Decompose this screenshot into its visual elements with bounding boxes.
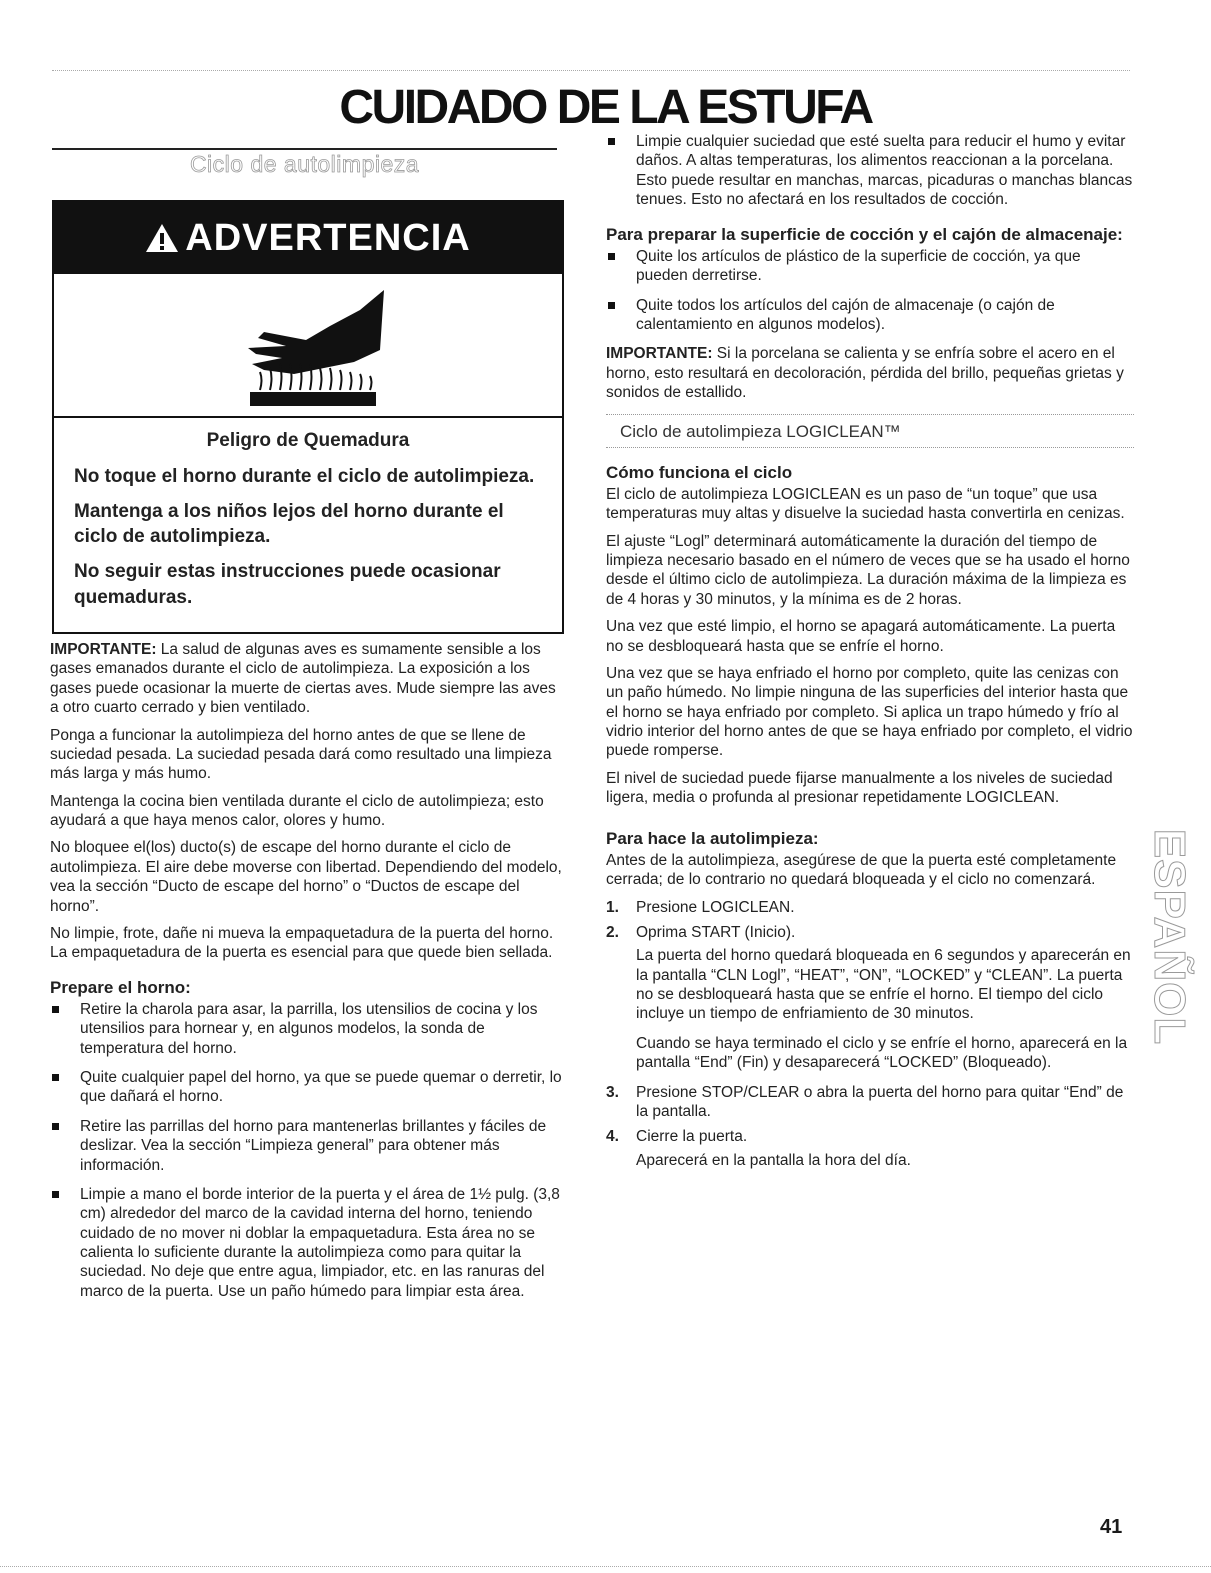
step-detail: Cuando se haya terminado el ciclo y se enfríe el horno, aparecerá en la pantalla “End” (Fin) y desaparecerá “LOCKED” (Bloqueado). xyxy=(636,1034,1128,1072)
step-item xyxy=(606,1083,1134,1122)
step-number: 3. xyxy=(606,1083,619,1101)
step-number: 2. xyxy=(606,923,619,941)
how-it-works-heading: Cómo funciona el ciclo xyxy=(606,462,793,482)
right-column xyxy=(606,132,1134,1180)
language-side-tab xyxy=(1145,812,1194,1062)
paragraph: No limpie, frote, dañe ni mueva la empaquetadura de la puerta del horno. La empaquetadura de la puerta es esencial para que quede bien sellada. xyxy=(50,924,554,962)
language-side-tab-label: ESPAÑOL xyxy=(1145,828,1194,1046)
self-clean-heading: Para hace la autolimpieza: xyxy=(606,828,819,848)
warning-paragraph: No seguir estas instrucciones puede ocasionar quemaduras. xyxy=(74,560,501,608)
warning-box xyxy=(52,200,564,634)
warning-paragraph: Mantenga a los niños lejos del horno durante el ciclo de autolimpieza. xyxy=(74,500,504,548)
warning-image xyxy=(54,274,562,418)
step-text: Presione STOP/CLEAR o abra la puerta del horno para quitar “End” de la pantalla. xyxy=(636,1083,1124,1120)
step-item xyxy=(606,923,1134,1073)
prepare-oven-heading: Prepare el horno: xyxy=(50,977,191,997)
list-item: Quite todos los artículos del cajón de almacenaje (o cajón de calentamiento en algunos modelos). xyxy=(606,296,1134,335)
warning-triangle-icon xyxy=(145,222,179,254)
hot-surface-hand-icon xyxy=(234,280,394,410)
step-text: Cierre la puerta. xyxy=(636,1128,748,1146)
list-item: Quite cualquier papel del horno, ya que se puede quemar o derretir, lo que dañará el horno. xyxy=(50,1068,568,1107)
step-item xyxy=(606,1127,1134,1170)
warning-paragraph: No toque el horno durante el ciclo de autolimpieza. xyxy=(74,466,535,487)
logiclean-section-title: Ciclo de autolimpieza LOGICLEAN™ xyxy=(620,422,901,442)
list-item: Limpie a mano el borde interior de la puerta y el área de 1½ pulg. (3,8 cm) alrededor del marco de la cavidad interna del horno, teniendo cuidado de no mover ni doblar la empaquetadura. Esta área no se calienta lo suficiente durante la autolimpieza como para quitar la suciedad. No deje que entre agua, limpiador, etc. en las ranuras del marco de la puerta. Use un paño húmedo para limpiar esta área. xyxy=(50,1185,568,1301)
important-note-porcelain xyxy=(606,344,1134,402)
list-item: Limpie cualquier suciedad que esté suelta para reducir el humo y evitar daños. A altas temperaturas, los alimentos reaccionan a la porcelana. Esto puede resultar en manchas, marcas, picaduras o manchas blancas tenues. Esto no afectará en los resultados de cocción. xyxy=(606,132,1134,210)
paragraph: No bloquee el(los) ducto(s) de escape del horno durante el ciclo de autolimpieza. El aire debe moverse con libertad. Dependiendo del modelo, vea la sección “Ducto de escape del horno” o “Ductos de escape del horno”. xyxy=(50,839,562,915)
important-label: IMPORTANTE: xyxy=(606,345,713,363)
paragraph: El ajuste “Logl” determinará automáticamente la duración del tiempo de limpieza necesario basado en el número de veces que se ha usado el horno desde el último ciclo de autolimpieza. La duración máxima de la limpieza es de 4 horas y 30 minutos, y la mínima es de 2 horas. xyxy=(606,532,1130,608)
bottom-dotted-rule xyxy=(0,1566,1211,1567)
warning-header xyxy=(54,202,562,274)
list-item: Retire las parrillas del horno para mantenerlas brillantes y fáciles de deslizar. Vea la sección “Limpieza general” para obtener más información. xyxy=(50,1117,568,1175)
prepare-oven-list xyxy=(50,1000,568,1301)
title-underline xyxy=(52,148,557,150)
self-clean-intro: Antes de la autolimpieza, asegúrese de que la puerta esté completamente cerrada; de lo contrario no quedará bloqueada y el ciclo no comenzará. xyxy=(606,851,1117,889)
step-number: 1. xyxy=(606,898,619,916)
step-detail: Aparecerá en la pantalla la hora del día. xyxy=(636,1151,911,1169)
paragraph: El nivel de suciedad puede fijarse manualmente a los niveles de suciedad ligera, media o profunda al presionar repetidamente LOGICLEAN. xyxy=(606,769,1113,807)
page-number: 41 xyxy=(1100,1516,1123,1538)
step-text: Oprima START (Inicio). xyxy=(636,923,796,941)
list-item: Quite los artículos de plástico de la superficie de cocción, ya que pueden derretirse. xyxy=(606,247,1134,286)
step-item xyxy=(606,898,1134,917)
surface-drawer-list xyxy=(606,247,1134,335)
step-detail: La puerta del horno quedará bloqueada en 6 segundos y aparecerán en la pantalla “CLN Logl”, “HEAT”, “ON”, “LOCKED” y “CLEAN”. La puerta no se desbloqueará hasta que se enfríe el horno. El tiempo del ciclo incluye un tiempo de enfriamiento de 30 minutos. xyxy=(636,947,1131,1023)
page-title: CUIDADO DE LA ESTUFA xyxy=(339,81,872,134)
surface-drawer-heading: Para preparar la superficie de cocción y el cajón de almacenaje: xyxy=(606,224,1123,244)
left-column xyxy=(50,640,568,1311)
top-dotted-rule xyxy=(52,70,1130,72)
paragraph: Ponga a funcionar la autolimpieza del horno antes de que se llene de suciedad pesada. La suciedad pesada dará como resultado una limpieza más larga y más humo. xyxy=(50,726,552,783)
warning-text xyxy=(54,418,562,610)
important-text: Si la porcelana se calienta y se enfría sobre el acero en el horno, esto resultará en decoloración, pérdida del brillo, pequeñas grietas y sonidos de estallido. xyxy=(606,345,1124,401)
dotted-divider xyxy=(606,414,1134,415)
self-clean-steps xyxy=(606,898,1134,1171)
paragraph: El ciclo de autolimpieza LOGICLEAN es un paso de “un toque” que usa temperaturas muy altas y disuelve la suciedad hasta convertirla en cenizas. xyxy=(606,485,1125,523)
warning-heading: Peligro de Quemadura xyxy=(206,430,410,451)
step-number: 4. xyxy=(606,1128,619,1146)
list-item: Retire la charola para asar, la parrilla, los utensilios de cocina y los utensilios para hornear y, en algunos modelos, la sonda de temperatura del horno. xyxy=(50,1000,568,1058)
step-text: Presione LOGICLEAN. xyxy=(636,898,795,916)
dotted-divider xyxy=(606,447,1134,448)
warning-header-label: ADVERTENCIA xyxy=(185,216,471,259)
important-text: La salud de algunas aves es sumamente sensible a los gases emanados durante el ciclo de autolimpieza. La exposición a los gases puede ocasionar la muerte de ciertas aves. Mude siempre las aves a otro cuarto cerrado y bien ventilado. xyxy=(50,641,556,717)
important-note-birds xyxy=(50,640,568,718)
paragraph: Mantenga la cocina bien ventilada durante el ciclo de autolimpieza; esto ayudará a que haya menos calor, olores y humo. xyxy=(50,792,544,829)
section-title: Ciclo de autolimpieza xyxy=(189,151,420,177)
paragraph: Una vez que esté limpio, el horno se apagará automáticamente. La puerta no se desbloqueará hasta que se enfríe el horno. xyxy=(606,618,1116,655)
top-bullet-list xyxy=(606,132,1134,210)
important-label: IMPORTANTE: xyxy=(50,641,157,658)
paragraph: Una vez que se haya enfriado el horno por completo, quite las cenizas con un paño húmedo. No limpie ninguna de las superficies del interior hasta que el horno se haya enfriado por completo. Si aplica un trapo húmedo y frío al vidrio interior del horno antes de que se haya enfriado por completo, el vidrio puede romperse. xyxy=(606,664,1133,760)
